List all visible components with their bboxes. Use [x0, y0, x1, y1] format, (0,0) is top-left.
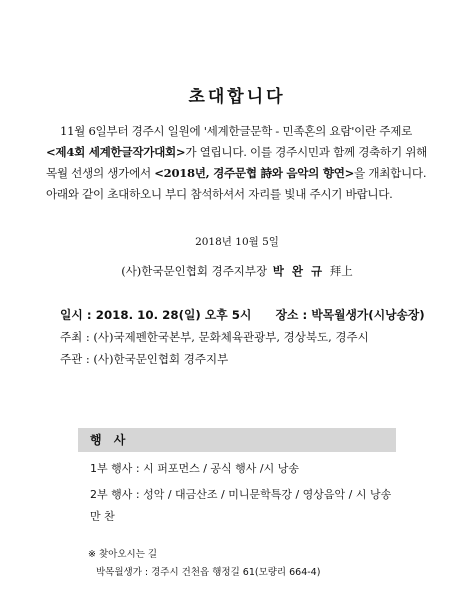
- sender-line: [0, 263, 474, 279]
- directions-address: 박목월생가 : 경주시 건천읍 행정길 61(모량리 664-4): [96, 567, 321, 578]
- directions-heading: ※ 찾아오시는 길: [88, 549, 158, 560]
- event-part-2: 2부 행사 : 성악 / 대금산조 / 미니문학특강 / 영상음악 / 시 낭송: [90, 488, 392, 501]
- intro-line-2: [46, 142, 446, 163]
- sender-suffix: 拜上: [329, 264, 353, 278]
- datetime-label: 일시 :: [60, 308, 92, 322]
- datetime-value: 2018. 10. 28(일) 오후 5시: [95, 308, 252, 322]
- intro-line-3-end: 을 개최합니다.: [354, 166, 427, 180]
- place-label: 장소 :: [275, 308, 308, 322]
- datetime-place-row: [60, 304, 425, 326]
- organizer-row: 주관 : (사)한국문인협회 경주지부: [60, 352, 229, 366]
- intro-line-1: 11월 6일부터 경주시 일원에 '세계한글문학 - 민족혼의 요람'이란 주제로: [60, 124, 412, 138]
- intro-line-2-rest: 가 열립니다. 이를 경주시민과 함께 경축하기 위해: [185, 145, 428, 159]
- program-name: <2018년, 경주문협 詩와 음악의 향연>: [154, 166, 355, 180]
- intro-line-3: [46, 163, 446, 184]
- event-details: [60, 304, 425, 370]
- event-dinner: 만 찬: [90, 510, 115, 523]
- events-header: 행 사: [78, 428, 396, 452]
- sender-org: (사)한국문인협회 경주지부장: [121, 264, 268, 278]
- place-value: 박목월생가(시낭송장): [311, 308, 425, 322]
- intro-paragraph: [46, 121, 446, 205]
- events-list: [90, 458, 410, 528]
- event-part-1: 1부 행사 : 시 퍼포먼스 / 공식 행사 /시 낭송: [90, 462, 299, 475]
- event-name: <제4회 세계한글작가대회>: [46, 145, 186, 159]
- intro-line-4: 아래와 같이 초대하오니 부디 참석하셔서 자리를 빛내 주시기 바랍니다.: [46, 187, 393, 201]
- sender-name: 박 완 규: [272, 264, 325, 278]
- directions: [88, 546, 320, 582]
- letter-date: 2018년 10월 5일: [195, 236, 279, 248]
- intro-line-3-start: 목월 선생의 생가에서: [46, 166, 155, 180]
- page-title: 초대합니다: [188, 87, 286, 107]
- host-row: 주최 : (사)국제펜한국본부, 문화체육관광부, 경상북도, 경주시: [60, 330, 369, 344]
